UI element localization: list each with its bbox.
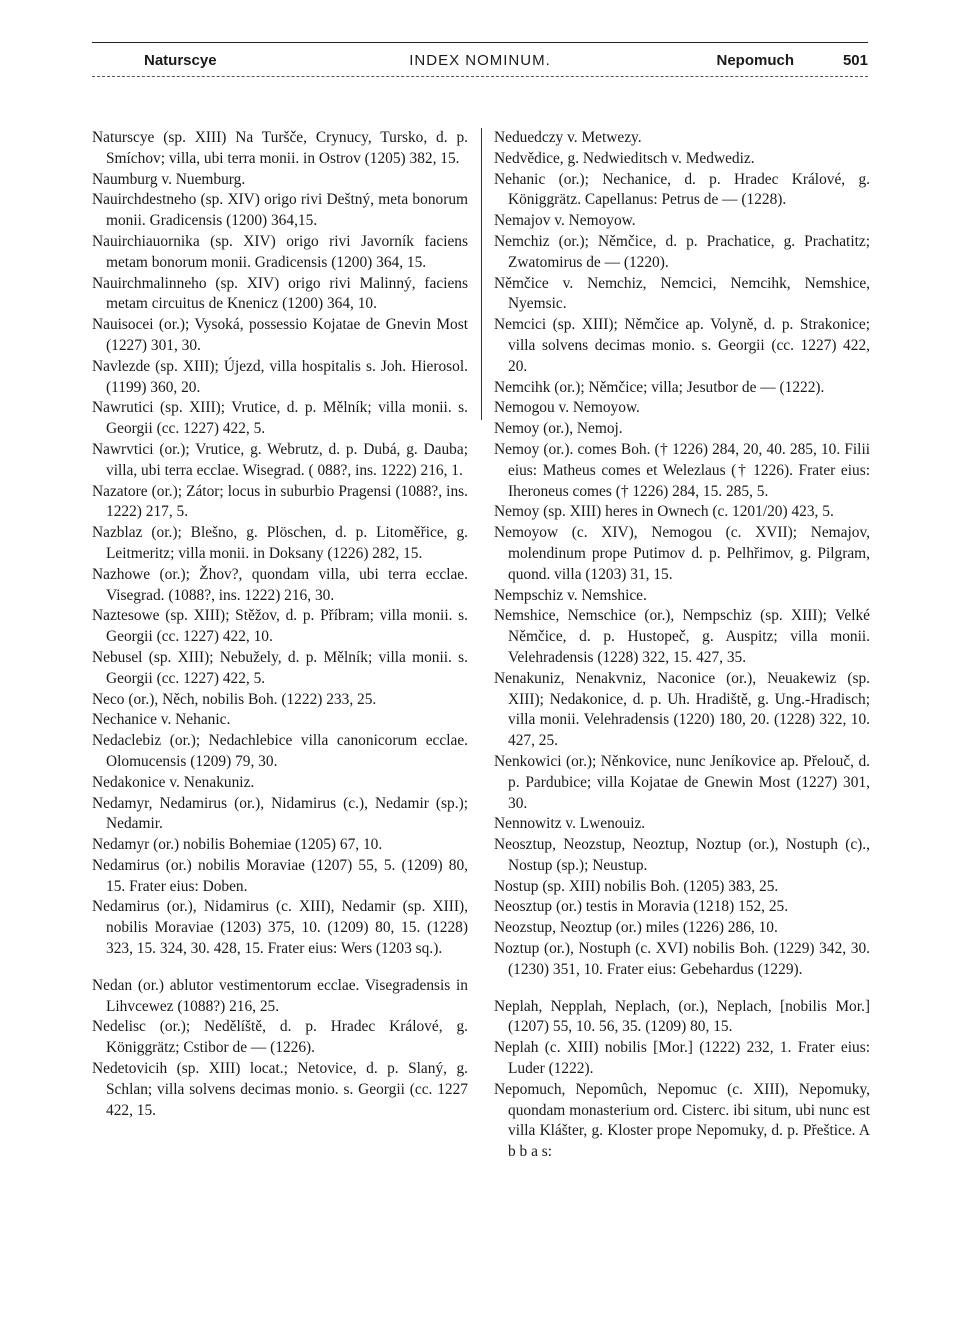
index-entry: Nemoyow (c. XIV), Nemogou (c. XVII); Nemajov, molendinum prope Putimov d. p. Pelhřimov, g. Pilgram, quond. villa (1203) 31, 15. xyxy=(494,524,870,583)
index-entry: Nemoy (sp. XIII) heres in Ownech (c. 1201/20) 423, 5. xyxy=(494,503,834,521)
index-entry: Nemogou v. Nemoyow. xyxy=(494,399,640,417)
index-entry: Naturscye (sp. XIII) Na Turšče, Crynucy, Tursko, d. p. Smíchov; villa, ubi terra monii. in Ostrov (1205) 382, 15. xyxy=(92,129,468,167)
index-entry: Neozstup, Neoztup (or.) miles (1226) 286, 10. xyxy=(494,919,778,937)
page-number: 501 xyxy=(842,52,868,69)
index-entry: Neplah, Nepplah, Neplach, (or.), Neplach, [nobilis Mor.] (1207) 55, 10. 56, 35. (1209) 80, 15. xyxy=(494,997,870,1036)
index-entry: Nechanice v. Nehanic. xyxy=(92,711,231,729)
column-divider xyxy=(481,128,482,420)
header-right-keyword: Nepomuch xyxy=(716,52,794,69)
index-entry: Nedetovicih (sp. XIII) locat.; Netovice, d. p. Slaný, g. Schlan; villa solvens decimas monio. s. Georgii (cc. 1227 422, 15. xyxy=(92,1060,468,1119)
index-entry: Nedvědice, g. Nedwieditsch v. Medwediz. xyxy=(494,149,755,167)
right-column xyxy=(494,128,870,1163)
index-entry: Nostup (sp. XIII) nobilis Boh. (1205) 383, 25. xyxy=(494,877,779,895)
index-entry: Nenakuniz, Nenakvniz, Naconice (or.), Neuakewiz (sp. XIII); Nedakonice, d. p. Uh. Hradiště, g. Ung.-Hradisch; villa monii. Velehradensis (1220) 180, 20. (1228) 322, 10. 427, 25. xyxy=(494,669,870,750)
index-entry: Nauisocei (or.); Vysoká, possessio Kojatae de Gnevin Most (1227) 301, 30. xyxy=(92,316,468,354)
index-entry: Nedan (or.) ablutor vestimentorum ecclae. Visegradensis in Lihvcewez (1088?) 216, 25. xyxy=(92,976,468,1015)
index-entry: Neduedczy v. Metwezy. xyxy=(494,129,642,146)
index-entry: Nedamirus (or.), Nidamirus (c. XIII), Nedamir (sp. XIII), nobilis Moraviae (1203) 375, 10. (1209) 80, 15. (1228) 323, 15. 324, 30. 428, 15. Frater eius: Wers (1203 sq.). xyxy=(92,898,468,958)
index-entry: Nennowitz v. Lwenouiz. xyxy=(494,815,646,833)
index-entry: Neplah (c. XIII) nobilis [Mor.] (1222) 232, 1. Frater eius: Luder (1222). xyxy=(494,1039,870,1078)
index-entry: Nemoy (or.), Nemoj. xyxy=(494,420,623,438)
index-entry: Nehanic (or.); Nechanice, d. p. Hradec Králové, g. Königgrätz. Capellanus: Petrus de — (1228). xyxy=(494,170,870,209)
index-entry: Naztesowe (sp. XIII); Stěžov, d. p. Příbram; villa monii. s. Georgii (cc. 1227) 422, 10. xyxy=(92,607,468,646)
index-entry: Němčice v. Nemchiz, Nemcici, Nemcihk, Nemshice, Nyemsic. xyxy=(494,274,870,313)
index-entry: Nauirchiauornika (sp. XIV) origo rivi Javorník faciens metam bonorum monii. Gradicensis (1200) 364, 15. xyxy=(92,232,468,271)
index-entry: Nemchiz (or.); Němčice, d. p. Prachatice, g. Prachatitz; Zwatomirus de — (1220). xyxy=(494,232,870,271)
index-entry: Navlezde (sp. XIII); Újezd, villa hospitalis s. Joh. Hierosol. (1199) 360, 20. xyxy=(92,357,468,396)
index-entry: Nazhowe (or.); Žhov?, quondam villa, ubi terra ecclae. Visegrad. (1088?, ins. 1222) 216, 30. xyxy=(92,565,468,604)
index-entry: Nedaclebiz (or.); Nedachlebice villa canonicorum ecclae. Olomucensis (1209) 79, 30. xyxy=(92,732,468,770)
index-entry: Nemajov v. Nemoyow. xyxy=(494,212,636,230)
entry-gap xyxy=(92,960,468,976)
index-entry: Neosztup, Neozstup, Neoztup, Noztup (or.), Nostuph (c)., Nostup (sp.); Neustup. xyxy=(494,836,870,874)
index-entry: Nemcici (sp. XIII); Němčice ap. Volyně, d. p. Strakonice; villa solvens decimas monio. s. Georgii (cc. 1227) 422, 20. xyxy=(494,316,870,375)
index-entry: Nauirchdestneho (sp. XIV) origo rivi Deštný, meta bonorum monii. Gradicensis (1200) 364,15. xyxy=(92,191,468,230)
header-rule-top xyxy=(92,42,868,43)
index-entry: Neosztup (or.) testis in Moravia (1218) 152, 25. xyxy=(494,898,789,916)
index-entry: Nazatore (or.); Zátor; locus in suburbio Pragensi (1088?, ins. 1222) 217, 5. xyxy=(92,482,468,521)
index-entry: Nenkowici (or.); Něnkovice, nunc Jeníkovice ap. Přelouč, d. p. Pardubice; villa Kojatae de Gnewin Most (1227) 301, 30. xyxy=(494,752,870,812)
index-entry: Nepomuch, Nepomûch, Nepomuc (c. XIII), Nepomuky, quondam monasterium ord. Cisterc. ibi situm, ubi nunc est villa Klášter, g. Kloster prope Nepomuky, d. p. Přeštice. A b b a s: xyxy=(494,1080,870,1161)
left-column xyxy=(92,128,468,1121)
entry-gap xyxy=(494,981,870,997)
index-entry: Nebusel (sp. XIII); Nebužely, d. p. Mělník; villa monii. s. Georgii (cc. 1227) 422, 5. xyxy=(92,648,468,687)
index-entry: Nemoy (or.). comes Boh. († 1226) 284, 20, 40. 285, 10. Filii eius: Matheus comes et Welezlaus († 1226). Frater eius: Iheroneus comes († 1226) 284, 15. 285, 5. xyxy=(494,440,870,500)
index-entry: Nemcihk (or.); Němčice; villa; Jesutbor de — (1222). xyxy=(494,378,825,396)
index-entry: Nawrvtici (or.); Vrutice, g. Webrutz, d. p. Dubá, g. Dauba; villa, ubi terra ecclae. Wisegrad. ( 088?, ins. 1222) 216, 1. xyxy=(92,440,468,479)
index-entry: Nedamyr, Nedamirus (or.), Nidamirus (c.), Nedamir (sp.); Nedamir. xyxy=(92,794,468,833)
index-entry: Nempschiz v. Nemshice. xyxy=(494,586,647,604)
header-rule-bottom xyxy=(92,76,868,77)
running-header xyxy=(92,50,868,74)
index-entry: Naumburg v. Nuemburg. xyxy=(92,170,246,188)
index-entry: Nedamyr (or.) nobilis Bohemiae (1205) 67, 10. xyxy=(92,836,383,854)
index-entry: Nedamirus (or.) nobilis Moraviae (1207) 55, 5. (1209) 80, 15. Frater eius: Doben. xyxy=(92,856,468,895)
header-left-keyword: Naturscye xyxy=(144,52,217,69)
index-entry: Nedakonice v. Nenakuniz. xyxy=(92,773,255,791)
header-title: INDEX NOMINUM. xyxy=(409,52,551,69)
index-entry: Noztup (or.), Nostuph (c. XVI) nobilis Boh. (1229) 342, 30. (1230) 351, 10. Frater eius: Gebehardus (1229). xyxy=(494,940,870,978)
index-entry: Nawrutici (sp. XIII); Vrutice, d. p. Mělník; villa monii. s. Georgii (cc. 1227) 422, 5. xyxy=(92,399,468,438)
index-entry: Nazblaz (or.); Blešno, g. Plöschen, d. p. Litoměřice, g. Leitmeritz; villa monii. in Doksany (1226) 282, 15. xyxy=(92,524,468,562)
index-entry: Nemshice, Nemschice (or.), Nempschiz (sp. XIII); Velké Němčice, d. p. Hustopeč, g. Auspitz; villa monii. Velehradensis (1228) 322, 15. 427, 35. xyxy=(494,607,870,666)
index-entry: Nauirchmalinneho (sp. XIV) origo rivi Malinný, faciens metam circuitus de Knenicz (1200) 364, 10. xyxy=(92,274,468,313)
index-entry: Nedelisc (or.); Nedělíště, d. p. Hradec Králové, g. Königgrätz; Cstibor de — (1226). xyxy=(92,1018,468,1057)
index-entry: Neco (or.), Něch, nobilis Boh. (1222) 233, 25. xyxy=(92,690,377,708)
